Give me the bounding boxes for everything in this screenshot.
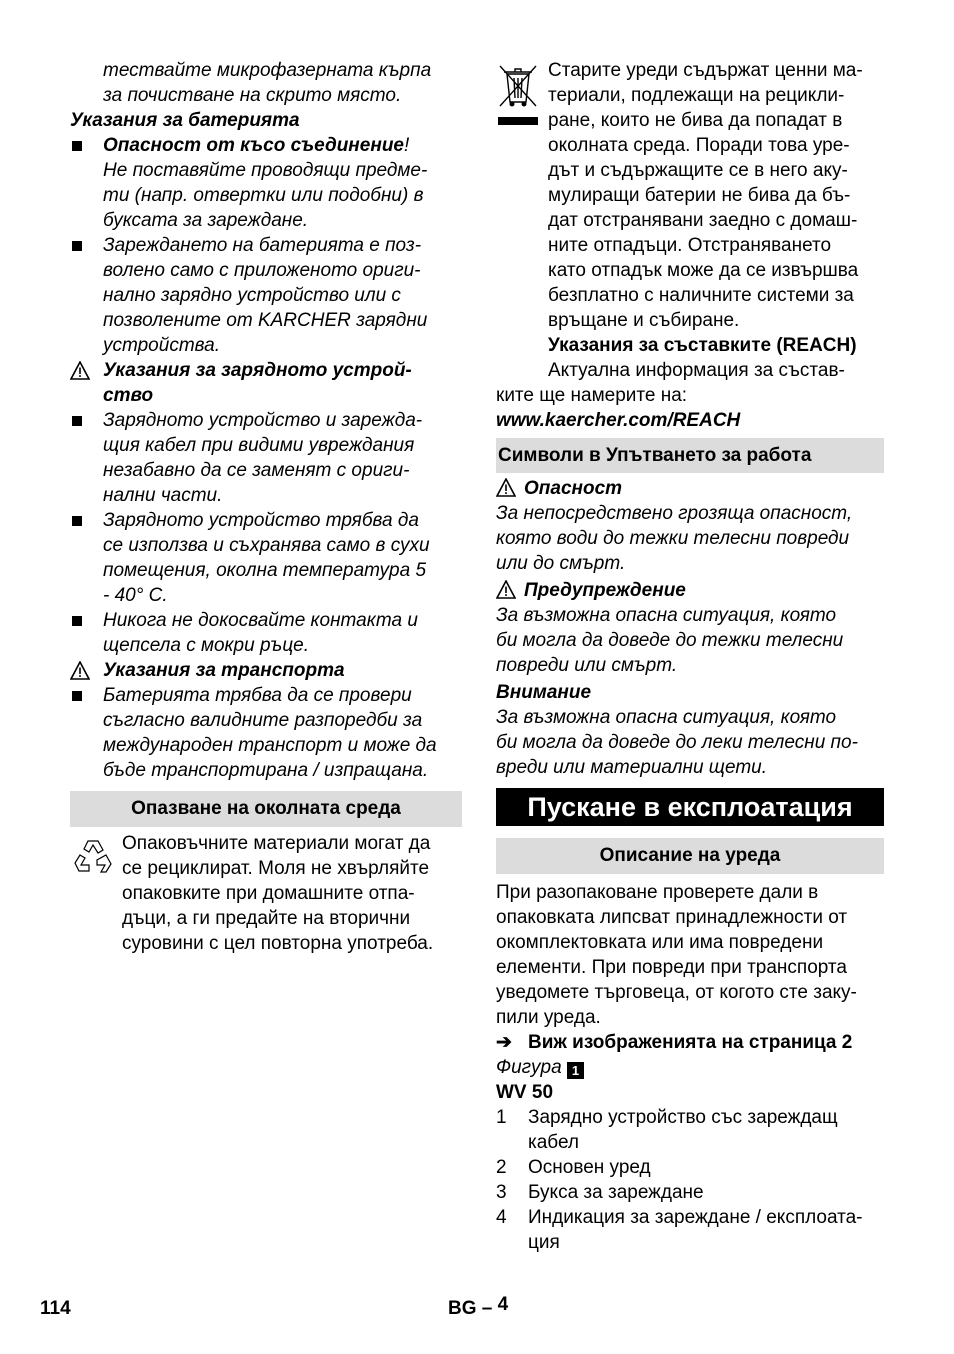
bullet-square-icon bbox=[72, 416, 82, 426]
warning-heading: Предупреждение bbox=[496, 578, 884, 603]
see-images-ref: ➔ Виж изображенията на страница 2 bbox=[496, 1032, 853, 1053]
page-number: 114 bbox=[40, 1298, 71, 1319]
left-column bbox=[70, 58, 462, 956]
bullet-square-icon bbox=[72, 691, 82, 701]
caution-text: За възможна опасна ситуация, която би могла да доведе до леки телесни по- вреди или материални щети. bbox=[496, 707, 858, 778]
description-band: Описание на уреда bbox=[496, 838, 884, 874]
recycle-icon bbox=[72, 835, 114, 877]
danger-text: За непосредствено грозяща опасност, която води до тежки телесни повреди или до смърт. bbox=[496, 503, 853, 574]
bullet-square-icon bbox=[72, 241, 82, 251]
symbols-band: Символи в Упътването за работа bbox=[496, 438, 884, 473]
charger-item: Никога не докосвайте контакта и щепсела с мокри ръце. bbox=[70, 608, 462, 658]
reach-link[interactable]: www.kaercher.com/REACH bbox=[496, 410, 741, 431]
figure-ref: Фигура 1 bbox=[496, 1055, 884, 1080]
bullet-square-icon bbox=[72, 516, 82, 526]
transport-item: Батерията трябва да се провери съгласно валидните разпоредби за международен транспорт и може да бъде транспортирана / изпращана. bbox=[70, 683, 462, 783]
transport-heading: Указания за транспорта bbox=[70, 658, 462, 683]
reach-heading: Указания за съставките (REACH) bbox=[548, 335, 857, 356]
danger-heading: Опасност bbox=[496, 476, 884, 501]
bullet-square-icon bbox=[72, 616, 82, 626]
battery-item: Зареждането на батерията е поз- волено само с приложеното ориги- нално зарядно устройство или с позволените от KARCHER зарядни устройства. bbox=[70, 233, 462, 358]
intro-text: тествайте микрофазерната кърпа за почистване на скрито място. bbox=[103, 60, 432, 106]
list-item: 3 Букса за зареждане bbox=[496, 1182, 704, 1203]
warning-triangle-icon bbox=[496, 478, 516, 497]
charger-item: Зарядното устройство и зарежда- щия кабел при видими увреждания незабавно да се заменят с ориги- нални части. bbox=[70, 408, 462, 508]
env-section-band: Опазване на околната среда bbox=[70, 791, 462, 827]
figure-number-box: 1 bbox=[567, 1062, 584, 1079]
warning-triangle-icon bbox=[70, 361, 90, 380]
caution-heading: Внимание bbox=[496, 682, 592, 703]
battery-item: Опасност от късо съединение! Не поставяйте проводящи предме- ти (напр. отвертки или подобни) в буксата за зареждане. bbox=[70, 133, 462, 233]
charger-item: Зарядното устройство трябва да се използва и съхранява само в сухи помещения, околна температура 5 - 40° C. bbox=[70, 508, 462, 608]
warning-triangle-icon bbox=[496, 580, 516, 599]
charger-heading: Указания за зарядното устрой- ство bbox=[70, 358, 462, 408]
crossed-bin-icon bbox=[496, 62, 540, 126]
list-item: 4 Индикация за зареждане / експлоата- ция bbox=[496, 1207, 863, 1253]
language-page-marker: BG – 4 bbox=[448, 1294, 509, 1319]
battery-heading: Указания за батерията bbox=[70, 110, 300, 131]
right-column bbox=[496, 58, 884, 1255]
model-name: WV 50 bbox=[496, 1082, 554, 1103]
list-item: 1 Зарядно устройство със зареждащ кабел bbox=[496, 1107, 838, 1153]
warning-text: За възможна опасна ситуация, която би могла да доведе до тежки телесни повреди или смърт. bbox=[496, 605, 844, 676]
arrow-right-icon: ➔ bbox=[496, 1032, 512, 1053]
warning-triangle-icon bbox=[70, 661, 90, 680]
list-item: 2 Основен уред bbox=[496, 1157, 651, 1178]
env-text: Опаковъчните материали могат да се рециклират. Моля не хвърляйте опаковките при домашните отпа- дъци, а ги предайте на вторични суровини с цел повторна употреба. bbox=[70, 831, 462, 956]
commissioning-band: Пускане в експлоатация bbox=[496, 788, 884, 826]
weee-text: Старите уреди съдържат ценни ма- териали, подлежащи на рецикли- ране, които не бива да попадат в околната среда. Поради това уре- дът и съдържащите се в него аку- мулиращи батерии не бива да бъ- дат отстранявани заедно с домаш- ните отпадъци. Отстраняването като отпадък може да се извършва безплатно с наличните системи за връщане и събиране. Указания за съставките (REACH) Актуална информация за състав- bbox=[496, 58, 884, 383]
reach-text: ките ще намерите на: bbox=[496, 385, 688, 406]
bullet-square-icon bbox=[72, 141, 82, 151]
description-text: При разопаковане проверете дали в опаковката липсват принадлежности от окомплектовката или има повредени елементи. При повреди при транспорта уведомете търговеца, от когото сте заку- пили уреда. bbox=[496, 882, 857, 1028]
